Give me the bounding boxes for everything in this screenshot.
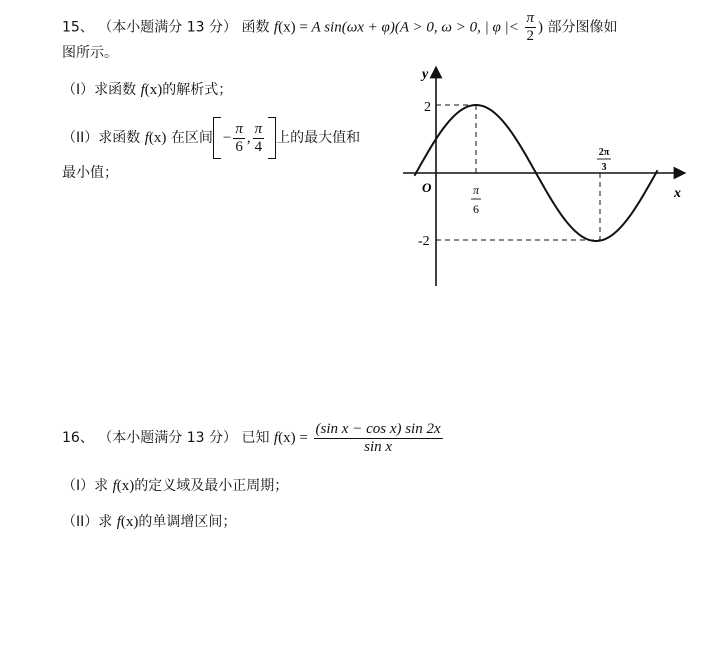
q16-intro: 已知 xyxy=(241,430,270,446)
q16-f: f xyxy=(273,430,279,446)
q15-tag: （本小题满分 13 分） xyxy=(98,19,237,36)
q15-eq: = xyxy=(295,19,312,36)
q16-line1: 16、 （本小题满分 13 分） 已知 f(x) = $\frac{\text{(sin x − cos x) sin 2x}}{\text{sin x}}$ xyxy=(62,420,441,455)
q15-part2: （II）求函数 f(x) 在区间 − $\frac{\pi}{6}$ , $\frac{\pi}{4}$ 上的最大值和 xyxy=(62,117,360,159)
q15-paren-x: (x) xyxy=(278,19,296,36)
interval-neg-pi-over-6: $\frac{\pi}{6}$ xyxy=(235,120,243,155)
q15-tail: 部分图像如 xyxy=(547,19,618,36)
interval-right-bracket xyxy=(268,117,276,159)
q15-part1: （I）求函数 f(x)的解析式； xyxy=(62,82,233,98)
q16-part2-tail: 的单调增区间； xyxy=(138,514,237,530)
interval-left-bracket xyxy=(213,117,221,159)
q16-fraction xyxy=(314,421,443,456)
q15-part2-label: （II）求函数 xyxy=(62,130,141,146)
x-axis-label: x xyxy=(674,186,681,201)
x-tick-pi-6-den: 6 xyxy=(473,202,479,216)
q16-tag: （本小题满分 13 分） xyxy=(98,430,237,446)
q16-denominator: sin x xyxy=(364,438,393,455)
q15-f: f xyxy=(273,19,279,36)
y-tick-min: -2 xyxy=(418,234,430,249)
q16-part1: （I）求 f(x)的定义域及最小正周期； xyxy=(62,478,289,494)
q15-part2-tail: 上的最大值和 xyxy=(276,130,361,146)
q15-expression: A sin(ωx + φ)(A > 0, ω > 0, | φ |< xyxy=(311,19,523,36)
q15-close: ) xyxy=(538,19,544,36)
q15-number: 15、 xyxy=(62,19,94,36)
x-tick-pi-6-num: π xyxy=(472,183,480,197)
y-axis-label: y xyxy=(422,67,429,82)
x-tick-2pi-3-num: 2π xyxy=(598,147,610,158)
origin-label: O xyxy=(422,180,432,195)
y-tick-max: 2 xyxy=(424,100,431,115)
q15-part1-tail: 的解析式； xyxy=(162,82,233,98)
q16-number: 16、 xyxy=(62,430,94,446)
q16-part1-tail: 的定义域及最小正周期； xyxy=(134,478,289,494)
interval-pi-over-4: $\frac{\pi}{4}$ xyxy=(254,120,263,155)
q15-line2: 图所示。 xyxy=(62,45,118,61)
q15-pi-over-2: $\frac{\pi}{2}$ xyxy=(526,10,535,44)
q15-part1-label: （I）求函数 xyxy=(62,82,137,98)
q15-part2-mid: 在区间 xyxy=(170,130,213,146)
sine-graph xyxy=(400,60,700,290)
q16-part2: （II）求 f(x)的单调增区间； xyxy=(62,514,237,530)
q15-part2-line2: 最小值； xyxy=(62,165,118,181)
q15-intro: 函数 xyxy=(241,19,270,36)
x-tick-2pi-3-den: 3 xyxy=(601,162,607,173)
q16-part2-label: （II）求 xyxy=(62,514,113,530)
q16-part1-label: （I）求 xyxy=(62,478,109,494)
q15-line1 xyxy=(62,10,617,45)
q16-numerator: (sin x − cos x) sin 2x xyxy=(315,420,441,437)
